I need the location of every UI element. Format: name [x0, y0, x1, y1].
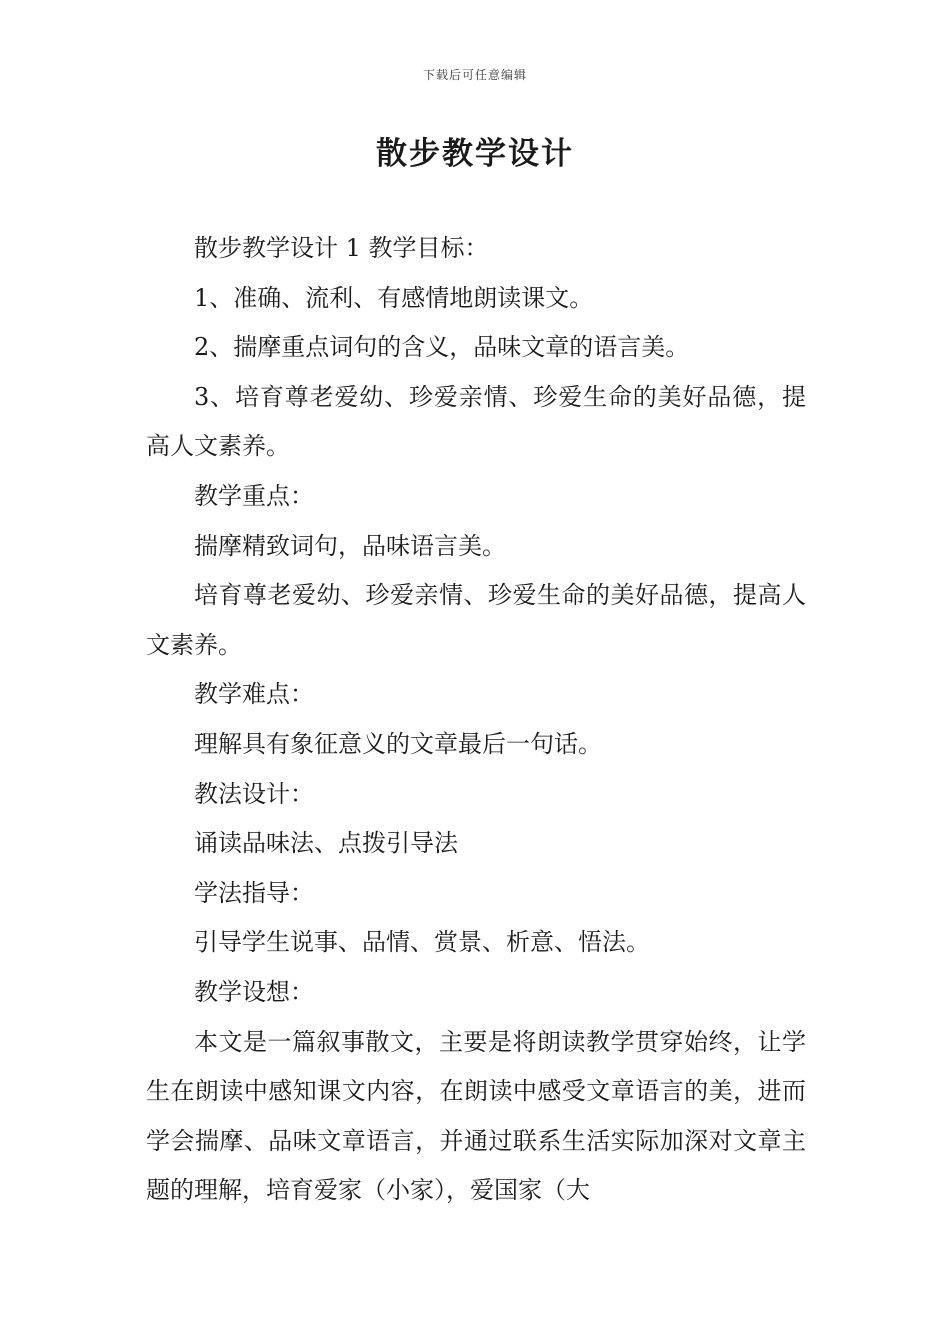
- paragraph: 教学重点：: [194, 481, 314, 510]
- paragraph: 诵读品味法、点拨引导法: [194, 829, 458, 858]
- paragraph: 2、揣摩重点词句的含义，品味文章的语言美。: [194, 333, 690, 362]
- document-body: [146, 224, 806, 1216]
- paragraph: 引导学生说事、品情、赏景、析意、悟法。: [194, 928, 650, 957]
- paragraph: 3、培育尊老爱幼、珍爱亲情、珍爱生命的美好品德，提高人文素养。: [146, 382, 806, 461]
- paragraph: 学法指导：: [194, 878, 314, 907]
- paragraph: 揣摩精致词句，品味语言美。: [194, 531, 506, 560]
- paragraph: 散步教学设计 1 教学目标：: [194, 234, 489, 262]
- document-title: 散步教学设计: [376, 136, 574, 172]
- paragraph: 教学难点：: [194, 680, 314, 709]
- paragraph: 1、准确、流利、有感情地朗读课文。: [194, 283, 594, 312]
- paragraph: 教法设计：: [194, 779, 314, 808]
- paragraph: 本文是一篇叙事散文，主要是将朗读教学贯穿始终，让学生在朗读中感知课文内容，在朗读中感受文章语言的美，进而学会揣摩、品味文章语言，并通过联系生活实际加深对文章主题的理解，培育爱家（小家），爱国家（大: [146, 1027, 806, 1205]
- header-note: 下载后可任意编辑: [422, 68, 527, 82]
- paragraph: 理解具有象征意义的文章最后一句话。: [194, 729, 602, 758]
- paragraph: 教学设想：: [194, 977, 314, 1006]
- paragraph: 培育尊老爱幼、珍爱亲情、珍爱生命的美好品德，提高人文素养。: [146, 581, 806, 659]
